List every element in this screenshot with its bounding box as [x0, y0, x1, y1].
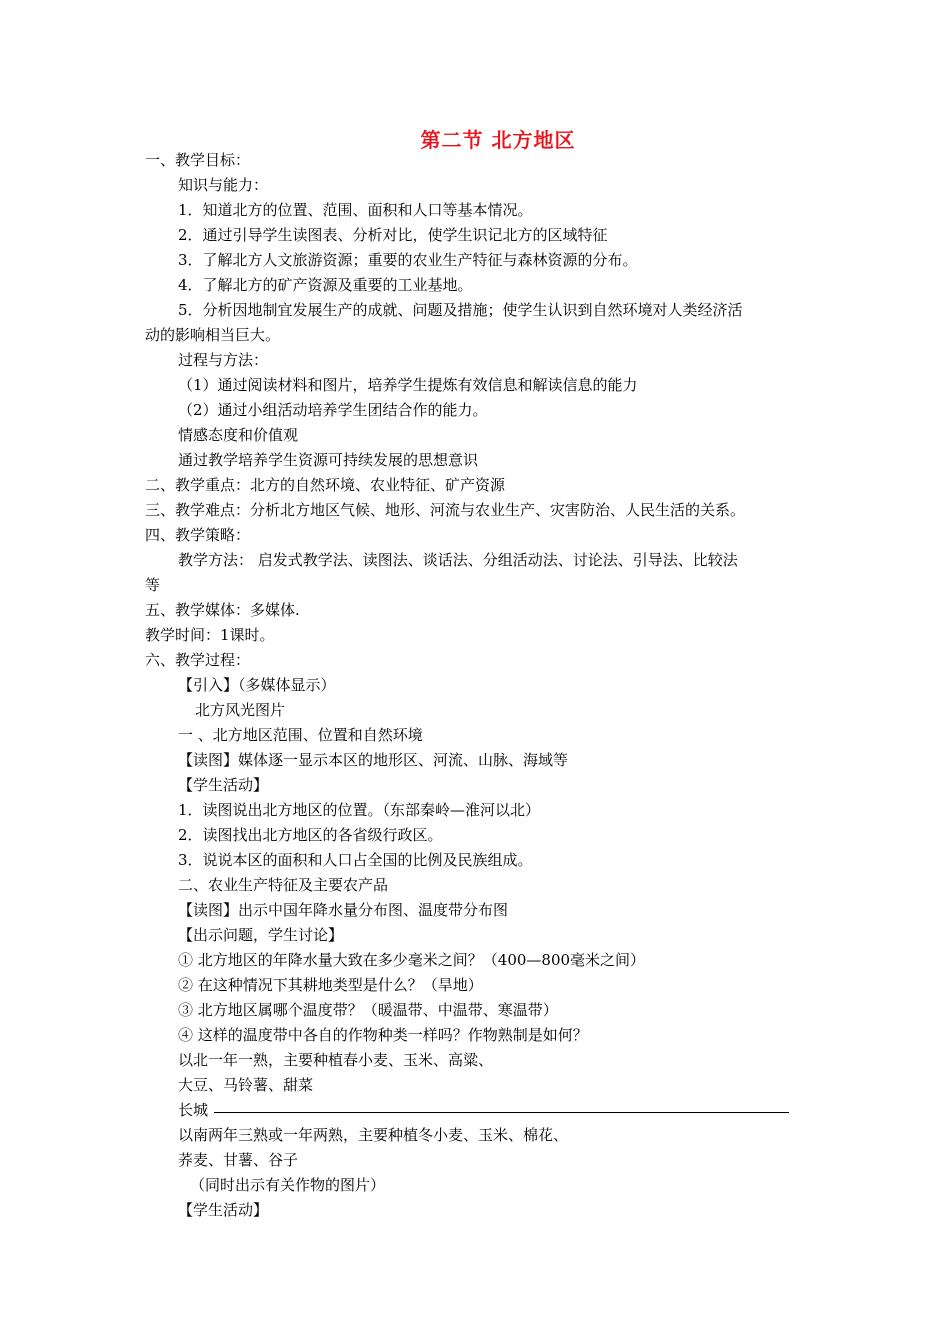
question-item: ④ 这样的温度带中各自的作物种类一样吗？作物熟制是如何？: [178, 1026, 588, 1044]
question-item: ① 北方地区的年降水量大致在多少毫米之间？（400—800毫米之间）: [178, 951, 646, 969]
subheading: 知识与能力：: [178, 176, 269, 194]
section-heading: 一、教学目标：: [145, 151, 251, 169]
objective-item: 1．知道北方的位置、范围、面积和人口等基本情况。: [178, 201, 533, 219]
paragraph: （同时出示有关作物的图片）: [190, 1176, 386, 1194]
objective-item: 4．了解北方的矿产资源及重要的工业基地。: [178, 276, 473, 294]
paragraph: 【读图】出示中国年降水量分布图、温度带分布图: [178, 901, 509, 919]
process-item: （2）通过小组活动培养学生团结合作的能力。: [178, 401, 488, 419]
process-item: （1）通过阅读材料和图片，培养学生提炼有效信息和解读信息的能力: [178, 376, 638, 394]
activity-item: 3．说说本区的面积和人口占全国的比例及民族组成。: [178, 851, 533, 869]
paragraph: 以南两年三熟或一年两熟，主要种植冬小麦、玉米、棉花、: [178, 1126, 569, 1144]
question-item: ③ 北方地区属哪个温度带？（暖温带、中温带、寒温带）: [178, 1001, 558, 1019]
paragraph: 教学时间：1课时。: [145, 626, 275, 644]
section-heading: 三、教学难点：分析北方地区气候、地形、河流与农业生产、灾害防治、人民生活的关系。: [145, 501, 746, 519]
paragraph: 【学生活动】: [178, 1201, 269, 1219]
paragraph: 【出示问题，学生讨论】: [178, 926, 344, 944]
section-heading: 四、教学策略：: [145, 526, 251, 544]
activity-item: 2．读图找出北方地区的各省级行政区。: [178, 826, 443, 844]
paragraph: 【读图】媒体逐一显示本区的地形区、河流、山脉、海域等: [178, 751, 569, 769]
objective-item-continued: 动的影响相当巨大。: [145, 326, 281, 344]
question-item: ② 在这种情况下其耕地类型是什么？（旱地）: [178, 976, 483, 994]
great-wall-label: 长城: [178, 1101, 209, 1119]
subheading: 过程与方法：: [178, 351, 269, 369]
objective-item: 2．通过引导学生读图表、分析对比，使学生识记北方的区域特征: [178, 226, 608, 244]
paragraph: 【引入】（多媒体显示）: [178, 676, 336, 694]
paragraph: 教学方法： 启发式教学法、读图法、谈话法、分组活动法、讨论法、引导法、比较法: [178, 551, 738, 569]
paragraph: 大豆、马铃薯、甜菜: [178, 1076, 314, 1094]
document-title: 第二节 北方地区: [420, 128, 576, 152]
paragraph: 通过教学培养学生资源可持续发展的思想意识: [178, 451, 479, 469]
section-heading: 六、教学过程：: [145, 651, 251, 669]
great-wall-divider-line: [214, 1112, 789, 1113]
paragraph: 【学生活动】: [178, 776, 269, 794]
paragraph: 北方风光图片: [195, 701, 286, 719]
activity-item: 1．读图说出北方地区的位置。（东部秦岭—淮河以北）: [178, 801, 541, 819]
subheading: 情感态度和价值观: [178, 426, 299, 444]
objective-item: 5．分析因地制宜发展生产的成就、问题及措施；使学生认识到自然环境对人类经济活: [178, 301, 743, 319]
paragraph: 荞麦、甘薯、谷子: [178, 1151, 299, 1169]
subheading: 二、农业生产特征及主要农产品: [178, 876, 389, 894]
section-heading: 二、教学重点：北方的自然环境、农业特征、矿产资源: [145, 476, 506, 494]
section-heading: 五、教学媒体：多媒体.: [145, 601, 300, 619]
paragraph: 以北一年一熟，主要种植春小麦、玉米、高粱、: [178, 1051, 494, 1069]
subheading: 一 、北方地区范围、位置和自然环境: [178, 726, 423, 744]
objective-item: 3．了解北方人文旅游资源；重要的农业生产特征与森林资源的分布。: [178, 251, 638, 269]
paragraph-continued: 等: [145, 576, 161, 594]
